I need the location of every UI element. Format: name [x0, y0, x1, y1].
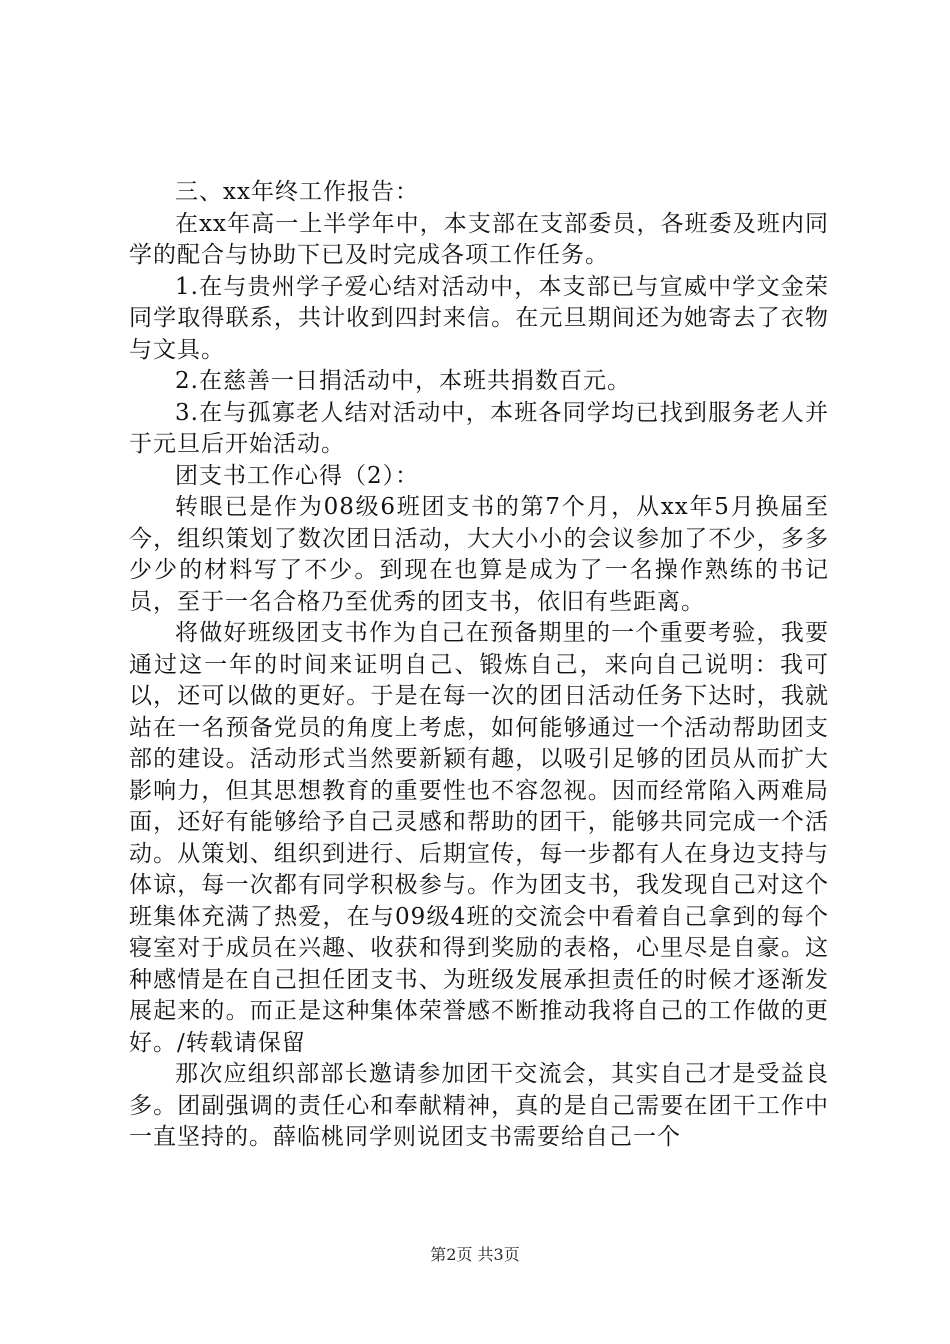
paragraph-experience-1: 转眼已是作为08级6班团支书的第7个月，从xx年5月换届至今，组织策划了数次团日活动，大大小小的会议参加了不少，多多少少的材料写了不少。到现在也算是成为了一名操作熟练的书记员，至于一名合格乃至优秀的团支书，依旧有些距离。 [129, 494, 829, 615]
paragraph-experience-3: 那次应组织部部长邀请参加团干交流会，其实自己才是受益良多。团副强调的责任心和奉献精神，真的是自己需要在团干工作中一直坚持的。薛临桃同学则说团支书需要给自己一个 [129, 1061, 829, 1150]
paragraph-experience-2: 将做好班级团支书作为自己在预备期里的一个重要考验，我要通过这一年的时间来证明自己、锻炼自己，来向自己说明：我可以，还可以做的更好。于是在每一次的团日活动任务下达时，我就站在一名预备党员的角度上考虑，如何能够通过一个活动帮助团支部的建设。活动形式当然要新颖有趣，以吸引足够的团员从而扩大影响力，但其思想教育的重要性也不容忽视。因而经常陷入两难局面，还好有能够给予自己灵感和帮助的团干，能够共同完成一个活动。从策划、组织到进行、后期宣传，每一步都有人在身边支持与体谅，每一次都有同学积极参与。作为团支书，我发现自己对这个班集体充满了热爱，在与09级4班的交流会中看着自己拿到的每个寝室对于成员在兴趣、收获和得到奖励的表格，心里尽是自豪。这种感情是在自己担任团支书、为班级发展承担责任的时候才逐渐发展起来的。而正是这种集体荣誉感不断推动我将自己的工作做的更好。/转载请保留 [129, 620, 829, 1056]
document-body [129, 177, 829, 1154]
page-number-label: 第2页 共3页 [430, 1245, 520, 1264]
page-footer [0, 1245, 950, 1265]
paragraph-item-2: 2.在慈善一日捐活动中，本班共捐数百元。 [175, 368, 631, 394]
paragraph-heading-experience: 团支书工作心得（2）： [175, 462, 420, 489]
paragraph-heading-year-end-report: 三、xx年终工作报告： [175, 179, 419, 205]
paragraph-intro: 在xx年高一上半学年中，本支部在支部委员，各班委及班内同学的配合与协助下已及时完成各项工作任务。 [129, 210, 829, 268]
paragraph-item-1: 1.在与贵州学子爱心结对活动中，本支部已与宣威中学文金荣同学取得联系，共计收到四封来信。在元旦期间还为她寄去了衣物与文具。 [129, 273, 829, 363]
paragraph-item-3: 3.在与孤寡老人结对活动中，本班各同学均已找到服务老人并于元旦后开始活动。 [129, 399, 829, 457]
